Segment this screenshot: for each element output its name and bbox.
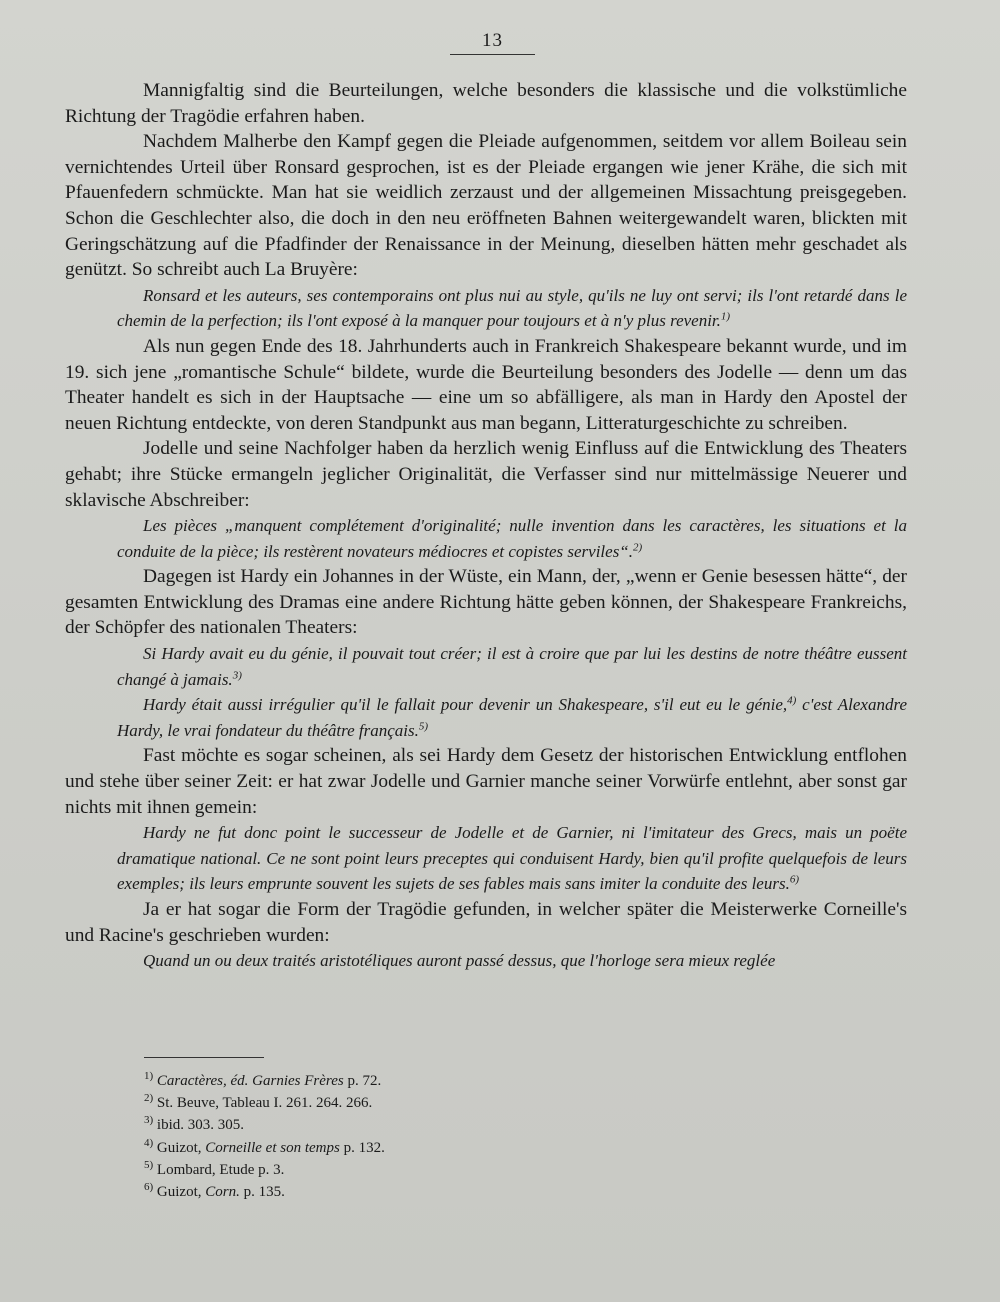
paragraph: Ja er hat sogar die Form der Tragödie gefunden, in welcher später die Meisterwerke Corneille's und Racine's geschrieben wurden: (65, 899, 907, 946)
block-quote: Hardy ne fut donc point le successeur de Jodelle et de Garnier, ni l'imitateur des Grecs, mais un poëte dramatique national. Ce ne sont point leurs preceptes qui conduisent Hardy, bien qu'il profite quelquefois de leurs exemples; ils leurs emprunte souvent les sujets de ses fables mais sans imiter la conduite des leurs.$^{6)}$ (117, 823, 907, 894)
footnote: $^{4)}$ Guizot, Corneille et son temps p. 132. (144, 1136, 385, 1156)
footnote-ref: 5) (418, 720, 429, 733)
footnote-ref: 3) (232, 669, 242, 681)
body-text (65, 78, 907, 974)
paragraph: Nachdem Malherbe den Kampf gegen die Pleiade aufgenommen, seitdem vor allem Boileau sein vernichtendes Urteil über Ronsard gesprochen, ist es der Pleiade ergangen wie jener Krähe, die sich mit Pfauenfedern schmückte. Man hat sie weidlich zerzaust und der allgemeinen Missachtung preisgegeben. Schon die Geschlechter also, die doch in den neu eröffneten Bahnen weitergewandelt waren, blickten mit Geringschätzung auf die Pfadfinder der Renaissance in der Meinung, dieselben hätten mehr geschadet als genützt. So schreibt auch La Bruyère: (65, 131, 907, 281)
footnote: $^{5)}$ Lombard, Etude p. 3. (144, 1158, 285, 1178)
paragraph: Fast möchte es sogar scheinen, als sei Hardy dem Gesetz der historischen Entwicklung entflohen und stehe über seiner Zeit: er hat zwar Jodelle und Garnier manche seiner Vorwürfe entlehnt, aber sonst gar nichts mit ihnen gemein: (65, 745, 907, 818)
footnote: $^{2)}$ St. Beuve, Tableau I. 261. 264. 266. (144, 1092, 373, 1112)
block-quote: Les pièces „manquent complétement d'originalité; nulle invention dans les caractères, les situations et la conduite de la pièce; ils restèrent novateurs médiocres et copistes serviles“.$^{2)}$ (117, 516, 907, 561)
footnotes (144, 1070, 704, 1203)
paragraph: Mannigfaltig sind die Beurteilungen, welche besonders die klassische und die volkstümliche Richtung der Tragödie erfahren haben. (65, 80, 907, 127)
footnote-ref: 1) (720, 310, 731, 323)
footnote: $^{3)}$ ibid. 303. 305. (144, 1114, 245, 1134)
paragraph: Als nun gegen Ende des 18. Jahrhunderts auch in Frankreich Shakespeare bekannt wurde, und im 19. sich jene „romantische Schule“ bildete, wurde die Beurteilung besonders des Jodelle — denn um das Theater handelt es sich in der Hauptsache — eine um so abfälligere, als man in Hardy den Apostel der neuen Richtung entdeckte, von deren Standpunkt aus man begann, Litteraturgeschichte zu schreiben. (65, 335, 907, 434)
paragraph: Dagegen ist Hardy ein Johannes in der Wüste, ein Mann, der, „wenn er Genie besessen hätte“, der gesamten Entwicklung des Dramas eine andere Richtung hätte geben können, der Shakespeare Frankreichs, der Schöpfer des nationalen Theaters: (65, 566, 907, 639)
footnote-ref: 4) (787, 694, 797, 707)
footnote: $^{6)}$ Guizot, Corn. p. 135. (144, 1181, 285, 1201)
footnote-ref: 2) (633, 541, 643, 554)
block-quote: Quand un ou deux traités aristotéliques auront passé dessus, que l'horloge sera mieux reglée (143, 951, 776, 971)
page-number: 13 (450, 30, 535, 55)
block-quote: Ronsard et les auteurs, ses contemporains ont plus nui au style, qu'ils ne luy ont servi; ils l'ont retardé dans le chemin de la perfection; ils l'ont exposé à la manquer pour toujours et à n'y plus revenir.$^{1)}$ (117, 285, 907, 331)
footnote-divider (144, 1057, 264, 1058)
block-quote: Si Hardy avait eu du génie, il pouvait tout créer; il est à croire que par lui les destins de notre théâtre eussent changé à jamais.$^{3)}$ (117, 644, 907, 689)
footnote-ref: 6) (789, 873, 799, 886)
paragraph: Jodelle und seine Nachfolger haben da herzlich wenig Einfluss auf die Entwicklung des Theaters gehabt; ihre Stücke ermangeln jeglicher Originalität, die Verfasser sind nur mittelmässige Neuerer und sklavische Abschreiber: (65, 438, 907, 511)
footnote: $^{1)}$ Caractères, éd. Garnies Frères p. 72. (144, 1070, 382, 1089)
block-quote: Hardy était aussi irrégulier qu'il le fallait pour devenir un Shakespeare, s'il eut eu le génie,$^{4)}$ c'est Alexandre Hardy, le vrai fondateur du théâtre français.$^{5)}$ (117, 694, 907, 740)
